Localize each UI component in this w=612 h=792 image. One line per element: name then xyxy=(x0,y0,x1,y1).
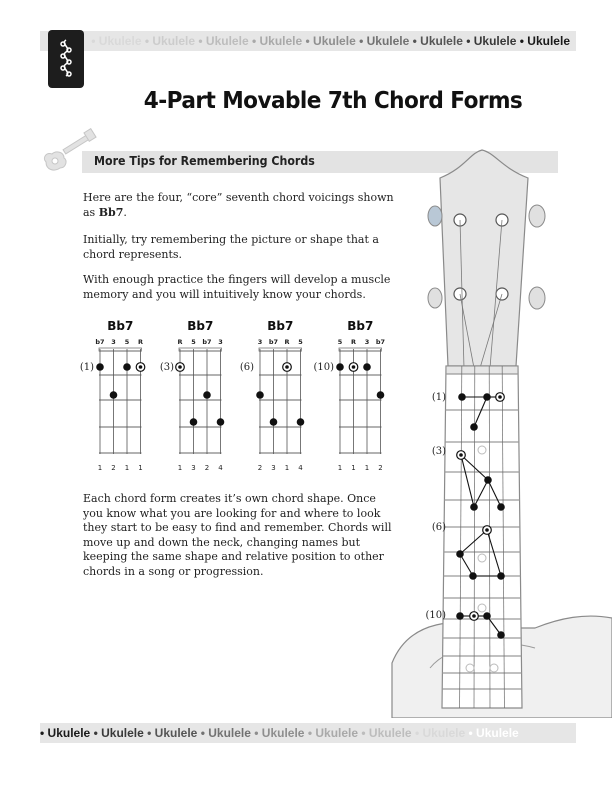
finger-number: 1 xyxy=(177,464,183,472)
header-banner-word: • Ukulele xyxy=(141,34,196,48)
root-dot-center xyxy=(139,365,143,369)
chord-name: Bb7 xyxy=(187,319,214,333)
form-label: (3) xyxy=(159,362,174,373)
footer-banner-words xyxy=(40,723,519,743)
finger-number: 2 xyxy=(378,464,383,472)
header-banner-word: • Ukulele xyxy=(195,34,249,48)
neck-finger-dot xyxy=(469,572,477,580)
header-banner-word: • Ukulele xyxy=(302,34,356,48)
interval-label: b7 xyxy=(95,338,105,346)
interval-label: 3 xyxy=(218,338,223,346)
intro-text: Here are the four, “core” seventh chord voicings shown as xyxy=(83,191,394,219)
page-title: 4-Part Movable 7th Chord Forms xyxy=(143,88,523,114)
logo xyxy=(48,30,84,88)
interval-label: R xyxy=(177,338,183,346)
neck-finger-dot xyxy=(458,393,466,401)
chord-name: Bb7 xyxy=(347,319,374,333)
ukulele-neck-diagram xyxy=(370,148,612,718)
header-banner-word: • Ukulele xyxy=(91,34,142,48)
neck-root-dot-center xyxy=(485,528,489,532)
finger-number: 3 xyxy=(271,464,276,472)
footer-banner-word: • Ukulele xyxy=(411,726,466,740)
neck-form-label: (1) xyxy=(431,392,446,403)
interval-label: b7 xyxy=(268,338,279,346)
form-label: (10) xyxy=(313,362,334,373)
finger-dot xyxy=(270,418,278,426)
paragraph-picture: Initially, try remembering the picture or shape that a chord represents. xyxy=(83,233,379,261)
interval-label: R xyxy=(137,338,144,346)
position-marker xyxy=(478,604,486,612)
finger-dot xyxy=(217,418,225,426)
fretboard-outline xyxy=(442,366,522,708)
neck-finger-dot xyxy=(484,476,492,484)
interval-label: 5 xyxy=(337,338,343,346)
neck-root-dot-center xyxy=(498,395,502,399)
form-label: (6) xyxy=(239,362,254,373)
interval-label: 3 xyxy=(364,338,370,346)
finger-number: 2 xyxy=(111,464,116,472)
finger-number: 2 xyxy=(204,464,210,472)
chord-name: Bb7 xyxy=(107,319,134,333)
paragraph-muscle-memory: With enough practice the fingers will develop a muscle memory and you will intuitively know your chords. xyxy=(83,273,391,301)
ukulele-headstock xyxy=(428,150,545,368)
neck-root-dot-center xyxy=(472,614,476,618)
intro-chord-name: Bb7 xyxy=(98,205,124,219)
neck-finger-dot xyxy=(497,631,505,639)
ukulele-logo-icon xyxy=(48,30,84,88)
neck-finger-dot xyxy=(483,393,491,401)
paragraph-chord-shape: Each chord form creates it’s own chord shape. Once you know what you are looking for and where to look they start to be easy to find and remember. Chords will move up and down the neck, changing names but keeping the same shape and relative position to other chords in a song or progression. xyxy=(83,492,392,578)
header-banner xyxy=(40,31,576,51)
interval-label: 5 xyxy=(191,338,196,346)
neck-finger-dot xyxy=(497,503,505,511)
interval-label: R xyxy=(350,338,357,346)
neck-root-dot-center xyxy=(459,453,463,457)
neck-finger-dot xyxy=(497,572,505,580)
root-dot-center xyxy=(352,365,356,369)
neck-finger-dot xyxy=(456,550,464,558)
finger-number: 1 xyxy=(364,464,370,472)
intro-end: . xyxy=(123,205,127,219)
footer-banner-word: • Ukulele xyxy=(358,726,412,740)
footer-banner-word: • Ukulele xyxy=(40,726,91,740)
footer-banner-word: • Ukulele xyxy=(197,726,251,740)
position-marker xyxy=(466,664,474,672)
finger-number: 1 xyxy=(337,464,343,472)
neck-form-label: (3) xyxy=(431,446,446,457)
finger-number: 1 xyxy=(284,464,290,472)
interval-label: b7 xyxy=(202,338,212,346)
interval-label: R xyxy=(284,338,290,346)
finger-dot xyxy=(190,418,198,426)
chord-name: Bb7 xyxy=(267,319,294,333)
finger-number: 4 xyxy=(298,464,303,472)
position-marker xyxy=(490,664,498,672)
interval-label: 3 xyxy=(111,338,116,346)
interval-label: 5 xyxy=(124,338,130,346)
header-banner-word: • Ukulele xyxy=(409,34,463,48)
finger-dot xyxy=(203,391,211,399)
finger-number: 1 xyxy=(351,464,356,472)
neck-finger-dot xyxy=(470,503,478,511)
section-title: More Tips for Remembering Chords xyxy=(94,154,315,168)
header-banner-words xyxy=(91,31,570,51)
header-banner-word: • Ukulele xyxy=(355,34,410,48)
chord-diagrams xyxy=(76,315,402,475)
finger-dot xyxy=(96,363,104,371)
form-label: (1) xyxy=(79,362,94,373)
finger-dot xyxy=(336,363,344,371)
header-banner-word: • Ukulele xyxy=(248,34,303,48)
root-dot-center xyxy=(178,365,182,369)
paragraph-intro xyxy=(83,191,395,220)
interval-label: 5 xyxy=(298,338,303,346)
footer-banner-word: • Ukulele xyxy=(465,726,519,740)
finger-number: 1 xyxy=(124,464,130,472)
interval-label: b7 xyxy=(375,338,386,346)
neck-finger-dot xyxy=(470,423,478,431)
position-marker xyxy=(478,554,486,562)
header-banner-word: • Ukulele xyxy=(516,34,570,48)
finger-number: 1 xyxy=(138,464,143,472)
finger-number: 3 xyxy=(191,464,196,472)
root-dot-center xyxy=(285,365,289,369)
finger-dot xyxy=(123,363,131,371)
finger-dot xyxy=(256,391,264,399)
neck-form-label: (6) xyxy=(431,522,446,533)
footer-banner-word: • Ukulele xyxy=(250,726,305,740)
position-marker xyxy=(478,446,486,454)
header-banner-word: • Ukulele xyxy=(462,34,517,48)
footer-banner xyxy=(40,723,576,743)
chord-diagram xyxy=(80,319,145,472)
neck-finger-dot xyxy=(483,612,491,620)
finger-number: 1 xyxy=(97,464,103,472)
chord-diagram xyxy=(240,319,304,472)
footer-banner-word: • Ukulele xyxy=(90,726,144,740)
footer-banner-word: • Ukulele xyxy=(143,726,198,740)
neck-finger-dot xyxy=(456,612,464,620)
finger-number: 4 xyxy=(218,464,223,472)
finger-dot xyxy=(297,418,305,426)
finger-number: 2 xyxy=(257,464,263,472)
neck-nut xyxy=(446,366,518,374)
neck-form-label: (10) xyxy=(425,610,446,621)
chord-diagram xyxy=(160,319,224,472)
footer-banner-word: • Ukulele xyxy=(304,726,359,740)
interval-label: 3 xyxy=(257,338,263,346)
finger-dot xyxy=(110,391,118,399)
